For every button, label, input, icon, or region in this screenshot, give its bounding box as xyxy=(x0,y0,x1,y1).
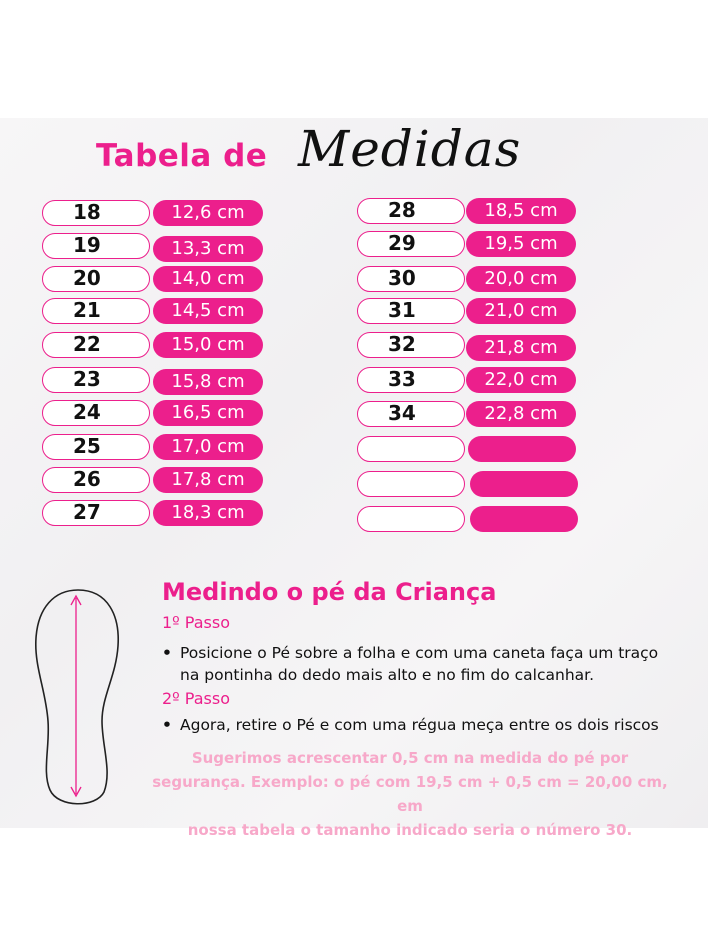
size-cell: 24 xyxy=(42,400,150,426)
size-cell: 23 xyxy=(42,367,150,393)
step2-text: Agora, retire o Pé e com uma régua meça entre os dois riscos xyxy=(180,716,659,734)
section-title: Medindo o pé da Criança xyxy=(162,578,497,606)
size-cell: 18 xyxy=(42,200,150,226)
size-cell: 33 xyxy=(357,367,465,393)
title-medidas: Medidas xyxy=(298,120,522,178)
cm-cell: 20,0 cm xyxy=(466,266,576,292)
measure-arrow-icon xyxy=(71,596,81,796)
tip-line: segurança. Exemplo: o pé com 19,5 cm + 0,5 cm = 20,00 cm, em xyxy=(152,773,668,815)
cm-cell: 21,8 cm xyxy=(466,335,576,361)
cm-cell: 21,0 cm xyxy=(466,298,576,324)
cm-cell-empty xyxy=(468,436,576,462)
size-cell: 32 xyxy=(357,332,465,358)
cm-cell: 17,8 cm xyxy=(153,467,263,493)
size-cell: 21 xyxy=(42,298,150,324)
cm-cell: 17,0 cm xyxy=(153,434,263,460)
tip-line: Sugerimos acrescentar 0,5 cm na medida do pé por xyxy=(191,749,629,767)
cm-cell: 19,5 cm xyxy=(466,231,576,257)
cm-cell-empty xyxy=(470,506,578,532)
bullet-dot: • xyxy=(162,644,172,662)
size-cell-empty xyxy=(357,506,465,532)
title-tabela-de: Tabela de xyxy=(96,138,268,174)
bullet-dot: • xyxy=(162,716,172,734)
cm-cell: 15,0 cm xyxy=(153,332,263,358)
step1-line1: Posicione o Pé sobre a folha e com uma caneta faça um traço xyxy=(180,644,659,662)
size-cell: 29 xyxy=(357,231,465,257)
size-cell-empty xyxy=(357,471,465,497)
cm-cell: 13,3 cm xyxy=(153,236,263,262)
cm-cell: 18,5 cm xyxy=(466,198,576,224)
step1-line2: na pontinha do dedo mais alto e no fim do calcanhar. xyxy=(180,666,595,684)
size-cell: 22 xyxy=(42,332,150,358)
cm-cell: 16,5 cm xyxy=(153,400,263,426)
size-cell: 25 xyxy=(42,434,150,460)
step2-bullet xyxy=(162,714,659,736)
footprint-icon xyxy=(30,586,125,811)
tip-line: nossa tabela o tamanho indicado seria o número 30. xyxy=(187,821,633,839)
step1-bullet xyxy=(162,642,658,686)
cm-cell: 12,6 cm xyxy=(153,200,263,226)
cm-cell-empty xyxy=(470,471,578,497)
size-cell: 28 xyxy=(357,198,465,224)
size-cell: 34 xyxy=(357,401,465,427)
cm-cell: 22,8 cm xyxy=(466,401,576,427)
size-cell: 26 xyxy=(42,467,150,493)
cm-cell: 14,5 cm xyxy=(153,298,263,324)
cm-cell: 22,0 cm xyxy=(466,367,576,393)
cm-cell: 18,3 cm xyxy=(153,500,263,526)
step2-label: 2º Passo xyxy=(162,689,230,708)
size-cell: 31 xyxy=(357,298,465,324)
size-cell: 30 xyxy=(357,266,465,292)
size-cell-empty xyxy=(357,436,465,462)
size-cell: 20 xyxy=(42,266,150,292)
cm-cell: 15,8 cm xyxy=(153,369,263,395)
cm-cell: 14,0 cm xyxy=(153,266,263,292)
tip-note xyxy=(150,746,670,842)
step1-label: 1º Passo xyxy=(162,613,230,632)
size-cell: 19 xyxy=(42,233,150,259)
size-cell: 27 xyxy=(42,500,150,526)
